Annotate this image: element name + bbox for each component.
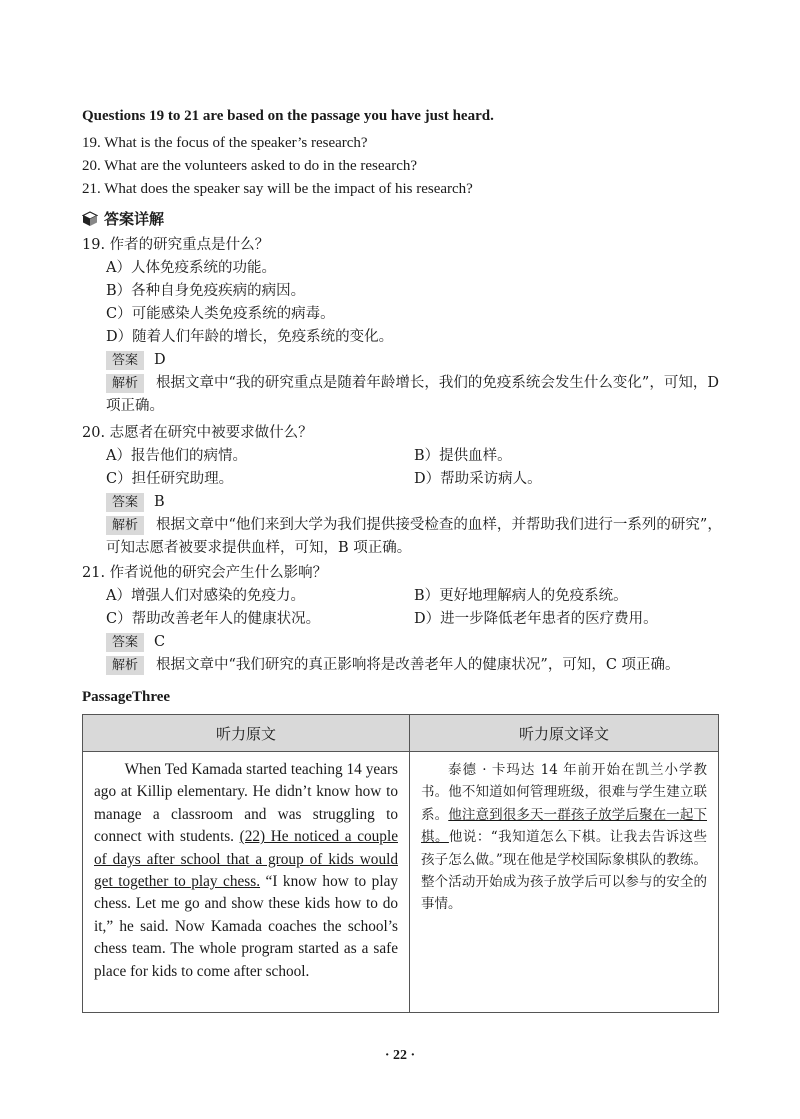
cube-icon	[82, 211, 98, 227]
answer-value-19: D	[154, 352, 166, 368]
analysis-text-20: 根据文章中“他们来到大学为我们提供接受检查的血样，并帮助我们进行一系列的研究”，可知志愿者被要求提供血样，可知，B 项正确。	[106, 517, 722, 556]
question-20-cn: 20. 志愿者在研究中被要求做什么？	[82, 425, 313, 441]
analysis-19	[82, 372, 722, 418]
answer-section-label: 答案详解	[104, 210, 165, 228]
question-21-en: 21. What does the speaker say will be the impact of his research?	[82, 181, 473, 197]
answer-tag: 答案	[106, 633, 144, 652]
analysis-21	[82, 654, 722, 677]
answer-block-21	[82, 562, 722, 677]
answer-value-21: C	[154, 634, 166, 650]
option-21-d: D）进一步降低老年患者的医疗费用。	[414, 611, 658, 627]
answer-line-20	[82, 491, 722, 514]
analysis-tag: 解析	[106, 656, 144, 675]
question-list	[82, 132, 473, 201]
chinese-passage: 泰德 · 卡玛达 14 年前开始在凯兰小学教书。他不知道如何管理班级，很难与学生建立联系。他注意到很多天一群孩子放学后聚在一起下棋。他说：“我知道怎么下棋。让我去告诉这些孩子怎么做。”现在他是学校国际象棋队的教练。整个活动开始成为孩子放学后可以参与的安全的事情。	[421, 762, 708, 913]
answer-tag: 答案	[106, 493, 144, 512]
option-20-b: B）提供血样。	[414, 448, 512, 464]
option-21-c: C）帮助改善老年人的健康状况。	[106, 611, 321, 627]
option-20-d: D）帮助采访病人。	[414, 471, 542, 487]
underlined-answer-sentence: (22) He noticed a couple of days after school that a group of kids would get together to play chess.	[94, 828, 398, 891]
answer-block-19	[82, 234, 722, 418]
answer-section-title	[82, 208, 164, 229]
question-21-cn: 21. 作者说他的研究会产生什么影响？	[82, 565, 328, 581]
answer-line-21	[82, 631, 722, 654]
bilingual-table	[82, 714, 719, 1013]
option-19-c: C）可能感染人类免疫系统的病毒。	[106, 306, 335, 322]
answer-value-20: B	[154, 494, 165, 510]
page-number: · 22 ·	[384, 1048, 416, 1063]
option-20-c: C）担任研究助理。	[106, 471, 234, 487]
option-21-a: A）增强人们对感染的免疫力。	[106, 588, 305, 604]
option-19-a: A）人体免疫系统的功能。	[106, 260, 276, 276]
table-header-translation: 听力原文译文	[410, 715, 719, 752]
table-header-original: 听力原文	[83, 715, 410, 752]
underlined-translation-sentence: 他注意到很多天一群孩子放学后聚在一起下棋。	[421, 806, 707, 846]
analysis-20	[82, 514, 722, 560]
passage-label: PassageThree	[82, 689, 171, 705]
option-19-d: D）随着人们年龄的增长，免疫系统的变化。	[106, 329, 394, 345]
analysis-tag: 解析	[106, 374, 144, 393]
analysis-text-21: 根据文章中“我们研究的真正影响将是改善老年人的健康状况”，可知，C 项正确。	[156, 657, 680, 673]
section-heading: Questions 19 to 21 are based on the passage you have just heard.	[82, 108, 494, 124]
answer-block-20	[82, 422, 722, 560]
answer-line-19	[82, 349, 722, 372]
question-19-cn: 19. 作者的研究重点是什么？	[82, 237, 270, 253]
translation-text-cell	[410, 752, 719, 1013]
analysis-text-19: 根据文章中“我的研究重点是随着年龄增长，我们的免疫系统会发生什么变化”，可知，D 项正确。	[106, 375, 719, 414]
answer-tag: 答案	[106, 351, 144, 370]
original-text-cell	[83, 752, 410, 1013]
option-21-b: B）更好地理解病人的免疫系统。	[414, 588, 628, 604]
option-20-a: A）报告他们的病情。	[106, 448, 247, 464]
option-19-b: B）各种自身免疫疾病的病因。	[106, 283, 306, 299]
question-19-en: 19. What is the focus of the speaker’s research?	[82, 135, 368, 151]
english-passage: When Ted Kamada started teaching 14 years ago at Killip elementary. He didn’t know how to manage a classroom and was struggling to connect with students. (22) He noticed a couple of days after school that a group of kids would get together to play chess. “I know how to play chess. Let me go and show these kids how to do it,” he said. Now Kamada coaches the school’s chess team. The whole program started as a safe place for kids to come after school.	[94, 761, 399, 980]
analysis-tag: 解析	[106, 516, 144, 535]
question-20-en: 20. What are the volunteers asked to do in the research?	[82, 158, 418, 174]
